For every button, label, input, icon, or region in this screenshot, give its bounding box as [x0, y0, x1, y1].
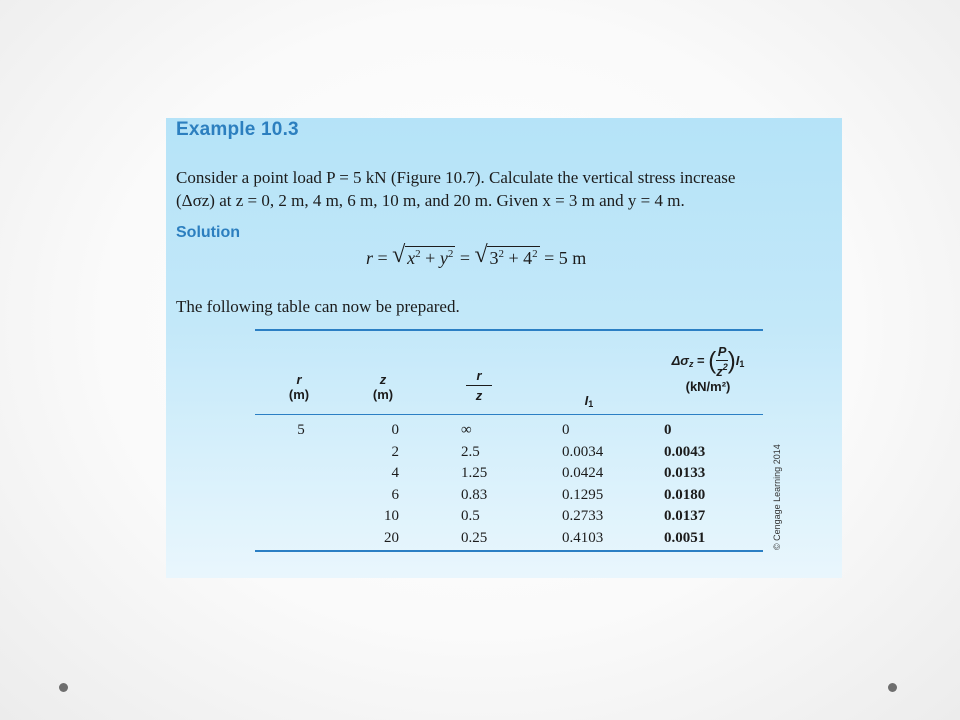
table-intro: The following table can now be prepared.	[176, 297, 460, 316]
copyright-notice: © Cengage Learning 2014	[772, 444, 782, 550]
cell-z: 0	[391, 422, 399, 438]
sqrt-3-4: √ $3^2 + 4^2$	[474, 242, 538, 268]
column-r	[291, 420, 311, 442]
column-r-over-z	[461, 420, 511, 549]
cell-r-over-z: ∞	[461, 422, 472, 438]
cell-z: 6	[391, 486, 399, 503]
header-r	[274, 372, 324, 402]
slide-bullet-dot-left	[59, 683, 68, 692]
cell-z: 20	[384, 529, 399, 546]
slide-bullet-dot-right	[888, 683, 897, 692]
cell-delta-sigma: 0.0137	[664, 508, 706, 524]
header-delta-sigma	[628, 344, 788, 394]
header-z-symbol: z	[379, 372, 387, 387]
cell-i1: 0	[562, 422, 570, 438]
cell-i1: 0.1295	[562, 486, 604, 503]
problem-line-1: Consider a point load P = 5 kN (Figure 10.7). Calculate the vertical stress increase	[176, 168, 736, 187]
problem-statement	[176, 166, 838, 212]
cell-i1: 0.2733	[562, 508, 604, 524]
radius-equation: r = √ $x^2 + y^2$ = √ $3^2 + 4^2 = 5$ m	[366, 242, 587, 268]
cell-i1: 0.4103	[562, 529, 604, 546]
cell-delta-sigma: 0.0180	[664, 486, 706, 503]
cell-delta-sigma: 0.0043	[664, 443, 706, 460]
header-z-unit: (m)	[372, 387, 394, 402]
sqrt-x2-y2: √ $x^2 + y^2$	[392, 242, 454, 268]
cell-r-over-z: 2.5	[461, 443, 480, 460]
example-panel	[166, 118, 842, 578]
column-i1	[562, 420, 632, 549]
column-delta-sigma	[664, 420, 734, 549]
cell-delta-sigma: 0.0051	[664, 529, 706, 546]
table-top-rule	[255, 329, 763, 331]
header-z	[358, 372, 408, 402]
table-bottom-rule	[255, 550, 763, 552]
cell-z: 2	[391, 443, 399, 460]
problem-line-2: (Δσz) at z = 0, 2 m, 4 m, 6 m, 10 m, and 20 m. Given x = 3 m and y = 4 m.	[176, 191, 685, 210]
header-ratio-denominator: z	[475, 388, 483, 403]
solution-title: Solution	[176, 224, 240, 241]
table-header-rule	[255, 414, 763, 415]
cell-delta-sigma: 0	[664, 422, 672, 438]
cell-r-over-z: 0.5	[461, 508, 480, 524]
header-delta-sigma-unit: (kN/m²)	[685, 379, 731, 394]
cell-r-over-z: 0.83	[461, 486, 488, 503]
cell-r-over-z: 0.25	[461, 529, 488, 546]
cell-r: 5	[297, 422, 305, 438]
cell-z: 10	[384, 508, 399, 524]
header-delta-sigma-formula: $\Delta\sigma_z = (\frac{P}{z^2})I_1$	[671, 344, 745, 379]
header-i1: $I_1$	[584, 393, 594, 409]
header-r-unit: (m)	[288, 387, 310, 402]
example-title: Example 10.3	[176, 119, 299, 140]
cell-r-over-z: 1.25	[461, 465, 488, 481]
header-r-symbol: r	[296, 372, 302, 387]
header-r-over-z	[466, 368, 492, 403]
header-ratio-numerator: r	[476, 368, 482, 383]
column-z	[369, 420, 399, 549]
cell-i1: 0.0034	[562, 443, 604, 460]
cell-i1: 0.0424	[562, 465, 604, 481]
cell-z: 4	[391, 465, 399, 481]
cell-delta-sigma: 0.0133	[664, 465, 706, 481]
